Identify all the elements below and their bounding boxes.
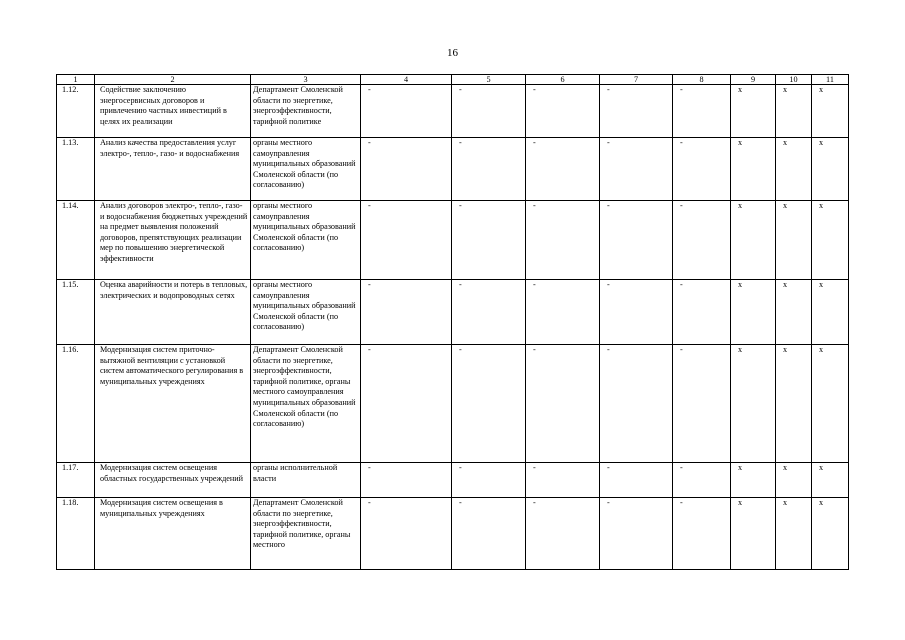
value-col8: - — [673, 280, 731, 345]
measure-name: Содействие заключению энергосервисных договоров и привлечению частных инвестиций в целях их реализации — [95, 85, 251, 138]
measure-name: Оценка аварийности и потерь в тепловых, электрических и водопроводных сетях — [95, 280, 251, 345]
header-cell: 8 — [673, 75, 731, 85]
value-col9: х — [731, 498, 776, 570]
header-cell: 10 — [776, 75, 812, 85]
value-col6: - — [526, 345, 600, 463]
header-cell: 2 — [95, 75, 251, 85]
row-number: 1.17. — [57, 463, 95, 498]
executor: органы местного самоуправления муниципальных образований Смоленской области (по согласованию) — [251, 201, 361, 280]
value-col8: - — [673, 138, 731, 201]
value-col11: х — [812, 85, 849, 138]
table-row — [57, 280, 849, 345]
value-col8: - — [673, 498, 731, 570]
header-cell: 11 — [812, 75, 849, 85]
value-col9: х — [731, 280, 776, 345]
value-col10: х — [776, 85, 812, 138]
value-col9: х — [731, 463, 776, 498]
value-col8: - — [673, 463, 731, 498]
measure-name: Модернизация систем освещения областных государственных учреждений — [95, 463, 251, 498]
measure-name: Модернизация систем освещения в муниципальных учреждениях — [95, 498, 251, 570]
row-number: 1.15. — [57, 280, 95, 345]
value-col11: х — [812, 345, 849, 463]
header-cell: 5 — [452, 75, 526, 85]
value-col11: х — [812, 463, 849, 498]
value-col11: х — [812, 201, 849, 280]
value-col10: х — [776, 498, 812, 570]
value-col10: х — [776, 201, 812, 280]
table-row — [57, 498, 849, 570]
value-col5: - — [452, 280, 526, 345]
value-col11: х — [812, 138, 849, 201]
measure-name: Анализ договоров электро-, тепло-, газо- и водоснабжения бюджетных учреждений на предмет выявления положений договоров, препятствующих реализации мер по повышению энергетической эффективности — [95, 201, 251, 280]
row-number: 1.13. — [57, 138, 95, 201]
value-col8: - — [673, 85, 731, 138]
header-cell: 1 — [57, 75, 95, 85]
value-col11: х — [812, 280, 849, 345]
table-row — [57, 138, 849, 201]
value-col9: х — [731, 138, 776, 201]
value-col6: - — [526, 463, 600, 498]
value-col5: - — [452, 463, 526, 498]
value-col9: х — [731, 201, 776, 280]
value-col10: х — [776, 345, 812, 463]
value-col5: - — [452, 498, 526, 570]
value-col7: - — [600, 138, 673, 201]
page-number: 16 — [447, 47, 458, 59]
value-col6: - — [526, 201, 600, 280]
table-row — [57, 201, 849, 280]
executor: органы местного самоуправления муниципальных образований Смоленской области (по согласованию) — [251, 280, 361, 345]
value-col7: - — [600, 345, 673, 463]
value-col9: х — [731, 345, 776, 463]
value-col10: х — [776, 463, 812, 498]
executor: Департамент Смоленской области по энергетике, энергоэффективности, тарифной политике, органы местного самоуправления муниципальных образований Смоленской области (по согласованию) — [251, 345, 361, 463]
row-number: 1.18. — [57, 498, 95, 570]
value-col5: - — [452, 345, 526, 463]
executor: Департамент Смоленской области по энергетике, энергоэффективности, тарифной политике — [251, 85, 361, 138]
executor: органы исполнительной власти — [251, 463, 361, 498]
value-col7: - — [600, 201, 673, 280]
value-col4: - — [361, 85, 452, 138]
value-col4: - — [361, 201, 452, 280]
value-col8: - — [673, 201, 731, 280]
value-col4: - — [361, 463, 452, 498]
header-cell: 4 — [361, 75, 452, 85]
value-col10: х — [776, 138, 812, 201]
header-cell: 9 — [731, 75, 776, 85]
header-cell: 3 — [251, 75, 361, 85]
header-cell: 7 — [600, 75, 673, 85]
table-row — [57, 85, 849, 138]
header-row — [57, 75, 849, 85]
value-col7: - — [600, 498, 673, 570]
value-col6: - — [526, 85, 600, 138]
row-number: 1.12. — [57, 85, 95, 138]
value-col5: - — [452, 138, 526, 201]
value-col7: - — [600, 280, 673, 345]
value-col8: - — [673, 345, 731, 463]
table-row — [57, 345, 849, 463]
value-col4: - — [361, 345, 452, 463]
row-number: 1.14. — [57, 201, 95, 280]
table-row — [57, 463, 849, 498]
value-col4: - — [361, 280, 452, 345]
value-col4: - — [361, 498, 452, 570]
value-col6: - — [526, 138, 600, 201]
executor: Департамент Смоленской области по энергетике, энергоэффективности, тарифной политике, органы местного — [251, 498, 361, 570]
value-col4: - — [361, 138, 452, 201]
header-cell: 6 — [526, 75, 600, 85]
value-col6: - — [526, 280, 600, 345]
row-number: 1.16. — [57, 345, 95, 463]
executor: органы местного самоуправления муниципальных образований Смоленской области (по согласованию) — [251, 138, 361, 201]
value-col6: - — [526, 498, 600, 570]
measure-name: Анализ качества предоставления услуг электро-, тепло-, газо- и водоснабжения — [95, 138, 251, 201]
value-col11: х — [812, 498, 849, 570]
value-col7: - — [600, 463, 673, 498]
value-col9: х — [731, 85, 776, 138]
value-col5: - — [452, 85, 526, 138]
value-col10: х — [776, 280, 812, 345]
value-col7: - — [600, 85, 673, 138]
value-col5: - — [452, 201, 526, 280]
measures-table — [56, 74, 849, 570]
measure-name: Модернизация систем приточно-вытяжной вентиляции с установкой систем автоматического регулирования в муниципальных учреждениях — [95, 345, 251, 463]
